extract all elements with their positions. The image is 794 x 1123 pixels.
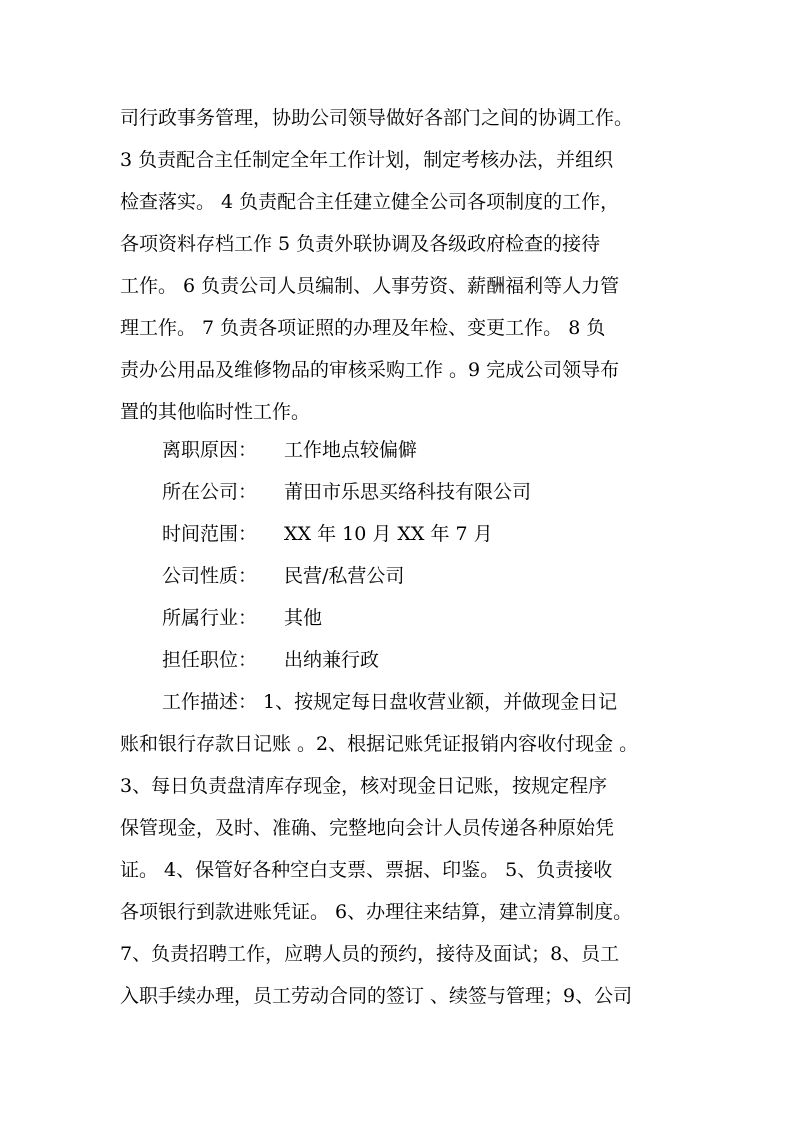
description-line: 账和银行存款日记账 。2、根据记账凭证报销内容收付现金 。: [120, 733, 639, 755]
info-label: 所在公司：: [162, 481, 258, 503]
description-line: 7、负责招聘工作，应聘人员的预约，接待及面试；8、员工: [120, 943, 620, 965]
info-company: [162, 475, 531, 509]
info-position: [162, 643, 379, 677]
info-value: 出纳兼行政: [284, 649, 380, 671]
info-value: XX 年 10 月 XX 年 7 月: [284, 523, 493, 545]
description-line: 入职手续办理，员工劳动合同的签订 、续签与管理；9、公司: [120, 985, 633, 1007]
duties-line: 工作。 6 负责公司人员编制、人事劳资、薪酬福利等人力管: [120, 275, 620, 297]
info-value: 民营/私营公司: [284, 565, 405, 587]
info-label: 离职原因：: [162, 439, 258, 461]
duties-line: 3 负责配合主任制定全年工作计划，制定考核办法，并组织: [120, 149, 614, 171]
info-label: 所属行业：: [162, 607, 258, 629]
info-industry: [162, 601, 322, 635]
description-line: 证。 4、保管好各种空白支票、票据、印鉴。 5、负责接收: [120, 859, 613, 881]
info-value: 工作地点较偏僻: [284, 439, 418, 461]
info-time-range: [162, 517, 493, 551]
info-value: 其他: [284, 607, 323, 629]
duties-line: 理工作。 7 负责各项证照的办理及年检、变更工作。 8 负: [120, 317, 606, 339]
description-line: 保管现金，及时、准确、完整地向会计人员传递各种原始凭: [120, 817, 615, 839]
info-label: 公司性质：: [162, 565, 258, 587]
description-line: 3、每日负责盘清库存现金，核对现金日记账，按规定程序: [120, 775, 608, 797]
info-company-type: [162, 559, 404, 593]
info-leave-reason: [162, 433, 417, 467]
description-first-line: 工作描述： 1、按规定每日盘收营业额，并做现金日记: [162, 691, 618, 713]
info-label: 担任职位：: [162, 649, 258, 671]
duties-line: 责办公用品及维修物品的审核采购工作 。9 完成公司领导布: [120, 359, 620, 381]
duties-line: 各项资料存档工作 5 负责外联协调及各级政府检查的接待: [120, 233, 601, 255]
duties-line: 置的其他临时性工作。: [120, 401, 311, 423]
duties-line: 检查落实。 4 负责配合主任建立健全公司各项制度的工作，: [120, 191, 620, 213]
duties-line: 司行政事务管理，协助公司领导做好各部门之间的协调工作。: [120, 107, 634, 129]
description-line: 各项银行到款进账凭证。 6、办理往来结算，建立清算制度。: [120, 901, 633, 923]
info-value: 莆田市乐思买络科技有限公司: [284, 481, 532, 503]
info-label: 时间范围：: [162, 523, 258, 545]
